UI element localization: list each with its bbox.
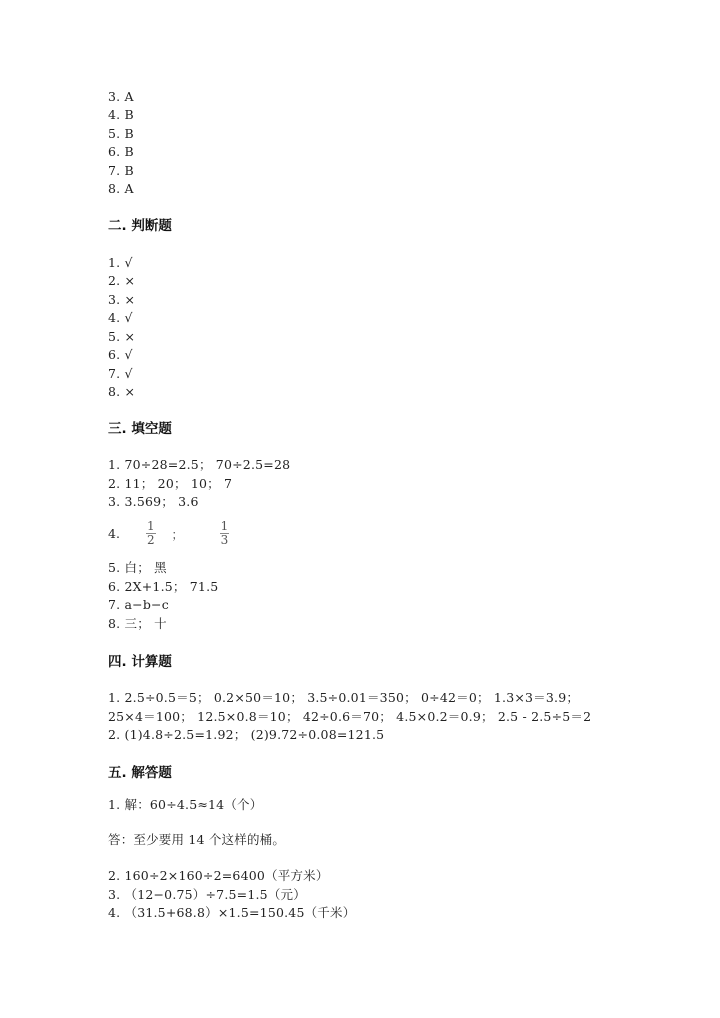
section-heading-fill: 三. 填空题 [108, 421, 172, 437]
fill-answer-5: 5. 白； 黑 [108, 560, 167, 575]
judge-answer-7: 7. √ [108, 366, 133, 381]
judge-answer-5: 5. × [108, 329, 136, 344]
section-heading-judge: 二. 判断题 [108, 218, 172, 234]
judge-answer-8: 8. × [108, 384, 136, 399]
calc-answer-1-line-2: 25×4＝100； 12.5×0.8＝10； 42÷0.6＝70； 4.5×0.2＝0.9； 2.5 - 2.5÷5＝2 [108, 709, 592, 724]
answer-q4: 4. （31.5+68.8）×1.5=150.45（千米） [108, 905, 356, 920]
judge-answer-2: 2. × [108, 273, 136, 288]
judge-answer-6: 6. √ [108, 347, 133, 362]
choice-answer-4: 4. B [108, 107, 134, 122]
calc-answer-1-line-1: 1. 2.5÷0.5＝5； 0.2×50＝10； 3.5÷0.01＝350； 0÷42＝0； 1.3×3＝3.9； [108, 690, 580, 705]
choice-answer-6: 6. B [108, 144, 134, 159]
choice-answer-3: 3. A [108, 89, 134, 104]
answer-q3: 3. （12−0.75）÷7.5=1.5（元） [108, 887, 306, 902]
fill-answer-4-label: 4. [108, 526, 120, 541]
answer-q2: 2. 160÷2×160÷2=6400（平方米） [108, 868, 329, 883]
fill-answer-4 [108, 520, 229, 547]
fill-answer-2: 2. 11； 20； 10； 7 [108, 476, 233, 491]
judge-answer-1: 1. √ [108, 255, 133, 270]
choice-answer-5: 5. B [108, 126, 134, 141]
choice-answer-7: 7. B [108, 163, 134, 178]
fill-answer-4-separator: ； [171, 526, 184, 542]
choice-answer-8: 8. A [108, 181, 134, 196]
section-heading-answer: 五. 解答题 [108, 765, 172, 781]
fraction-one-third: $\frac{1}{3}$ [220, 519, 229, 547]
fill-answer-8: 8. 三； 十 [108, 616, 167, 631]
fill-answer-3: 3. 3.569； 3.6 [108, 494, 199, 509]
fill-answer-1: 1. 70÷28=2.5； 70÷2.5=28 [108, 457, 291, 472]
fraction-one-half: $\frac{1}{2}$ [146, 519, 155, 547]
judge-answer-3: 3. × [108, 292, 136, 307]
fill-answer-7: 7. a−b−c [108, 597, 169, 612]
fill-answer-6: 6. 2X+1.5； 71.5 [108, 579, 219, 594]
judge-answer-4: 4. √ [108, 310, 133, 325]
answer-q1-solution: 1. 解：60÷4.5≈14（个） [108, 797, 263, 812]
answer-q1-conclusion: 答：至少要用 14 个这样的桶。 [108, 832, 286, 847]
section-heading-calc: 四. 计算题 [108, 654, 172, 670]
calc-answer-2: 2. (1)4.8÷2.5=1.92； (2)9.72÷0.08=121.5 [108, 727, 385, 742]
